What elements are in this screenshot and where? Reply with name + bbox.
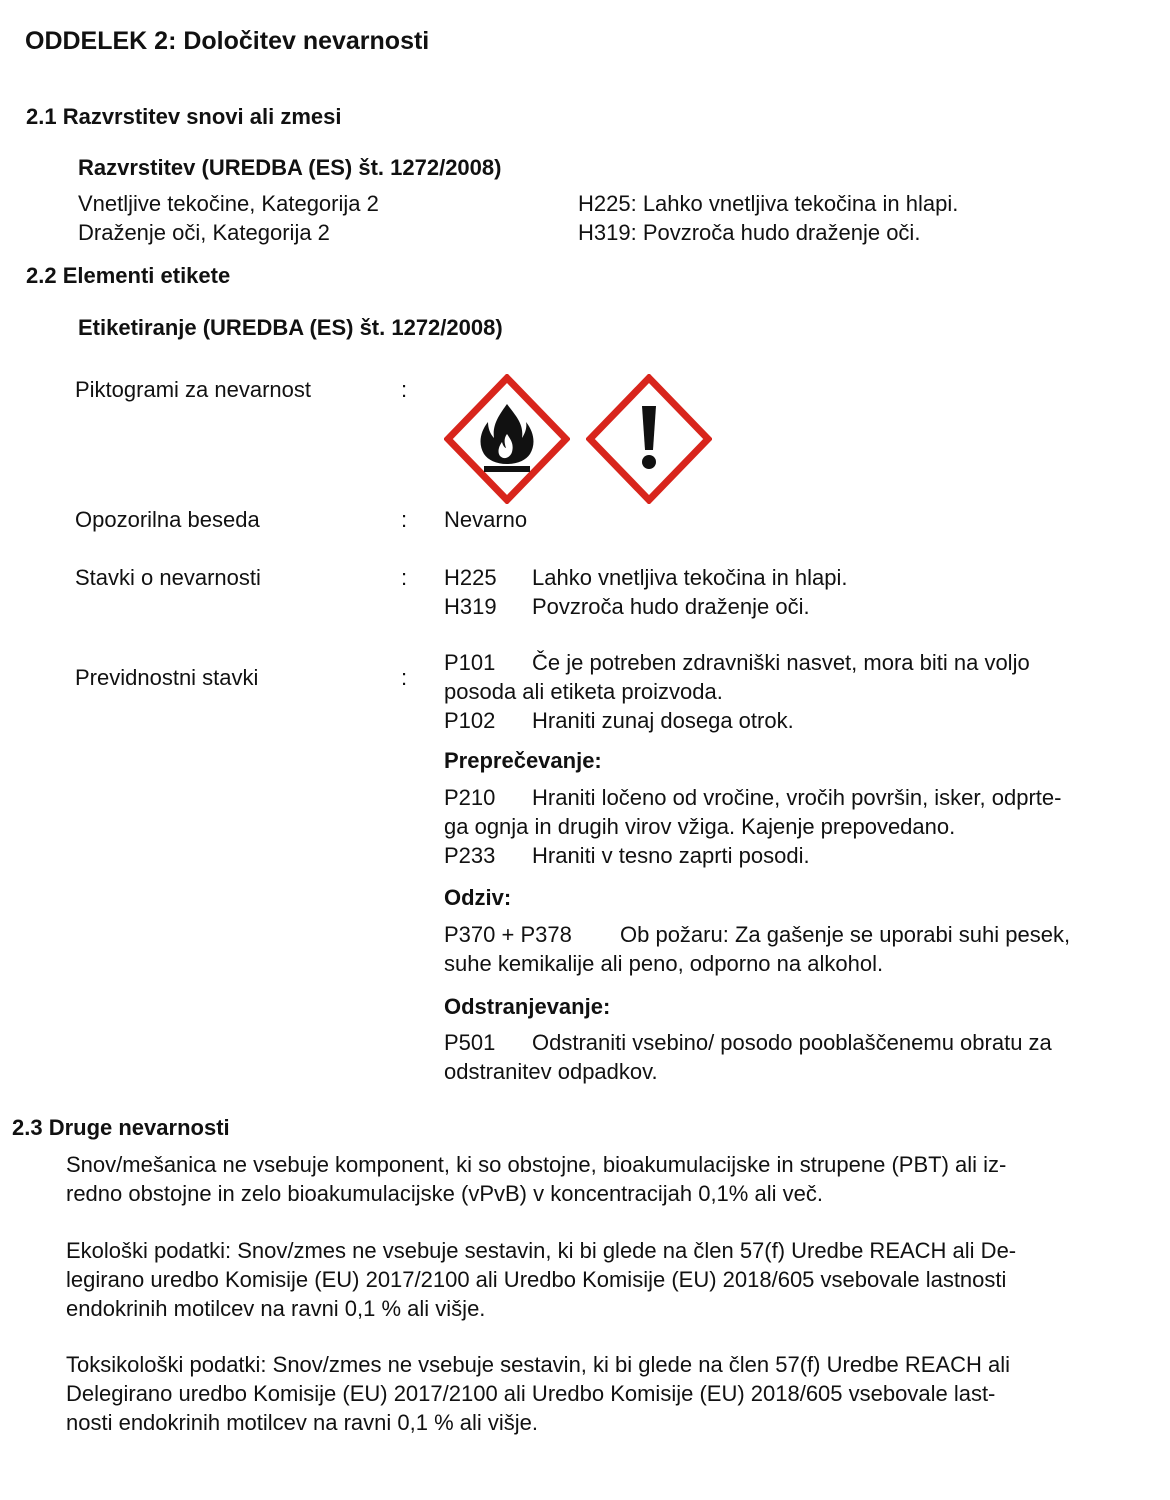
precaution-text: Hraniti zunaj dosega otrok. xyxy=(532,708,794,733)
precaution-code: P501 xyxy=(444,1030,496,1055)
hazard-code: H319 xyxy=(444,594,497,619)
precaution-general xyxy=(444,648,1030,735)
precaution-disposal xyxy=(444,1028,1052,1086)
precaution-code: P101 xyxy=(444,650,496,675)
precaution-code: P210 xyxy=(444,785,496,810)
section-2-2-title: 2.2 Elementi etikete xyxy=(26,263,231,288)
precaution-code: P102 xyxy=(444,708,496,733)
classification-subtitle: Razvrstitev (UREDBA (ES) št. 1272/2008) xyxy=(78,155,502,180)
paragraph-line: Delegirano uredbo Komisije (EU) 2017/2100 ali Uredbo Komisije (EU) 2018/605 vsebovale last- xyxy=(66,1381,996,1406)
signal-word-label: Opozorilna beseda xyxy=(75,507,260,532)
classification-category-2: Draženje oči, Kategorija 2 xyxy=(78,220,330,245)
other-hazards-paragraph-1 xyxy=(66,1150,1006,1208)
hazard-statements-list xyxy=(444,563,848,621)
precaution-text: odstranitev odpadkov. xyxy=(444,1059,658,1084)
precaution-text: Hraniti ločeno od vročine, vročih površin, isker, odprte- xyxy=(532,785,1062,810)
precaution-text: suhe kemikalije ali peno, odporno na alkohol. xyxy=(444,951,884,976)
label-colon: : xyxy=(401,665,408,690)
hazard-text: Povzroča hudo draženje oči. xyxy=(532,594,810,619)
label-colon: : xyxy=(401,565,408,590)
hazard-statement xyxy=(444,592,848,621)
precaution-code: P233 xyxy=(444,843,496,868)
paragraph-line: Toksikološki podatki: Snov/zmes ne vsebuje sestavin, ki bi glede na člen 57(f) Uredbe REACH ali xyxy=(66,1352,1011,1377)
hazard-statement xyxy=(444,563,848,592)
paragraph-line: Ekološki podatki: Snov/zmes ne vsebuje sestavin, ki bi glede na člen 57(f) Uredbe REACH ali De- xyxy=(66,1238,1017,1263)
section-2-3-title: 2.3 Druge nevarnosti xyxy=(12,1115,230,1140)
precaution-text: Če je potreben zdravniški nasvet, mora biti na voljo xyxy=(532,650,1030,675)
precaution-text: ga ognja in drugih virov vžiga. Kajenje prepovedano. xyxy=(444,814,956,839)
paragraph-line: legirano uredbo Komisije (EU) 2017/2100 ali Uredbo Komisije (EU) 2018/605 vsebovale lastnosti xyxy=(66,1267,1007,1292)
label-colon: : xyxy=(401,377,408,402)
pictograms-label: Piktogrami za nevarnost xyxy=(75,377,311,402)
disposal-heading: Odstranjevanje: xyxy=(444,994,611,1019)
hazard-text: Lahko vnetljiva tekočina in hlapi. xyxy=(532,565,848,590)
precaution-text: Hraniti v tesno zaprti posodi. xyxy=(532,843,810,868)
precaution-prevention xyxy=(444,783,1061,870)
classification-category-1: Vnetljive tekočine, Kategorija 2 xyxy=(78,191,379,216)
response-heading: Odziv: xyxy=(444,885,512,910)
hazard-statements-label: Stavki o nevarnosti xyxy=(75,565,261,590)
prevention-heading: Preprečevanje: xyxy=(444,748,602,773)
precaution-text: Ob požaru: Za gašenje se uporabi suhi pesek, xyxy=(620,922,1071,947)
signal-word: Nevarno xyxy=(444,507,528,532)
classification-statement-2: H319: Povzroča hudo draženje oči. xyxy=(578,220,921,245)
hazard-code: H225 xyxy=(444,565,497,590)
classification-statement-1: H225: Lahko vnetljiva tekočina in hlapi. xyxy=(578,191,959,216)
precaution-response xyxy=(444,920,1070,978)
precaution-text: posoda ali etiketa proizvoda. xyxy=(444,679,723,704)
label-colon: : xyxy=(401,507,408,532)
other-hazards-paragraph-2 xyxy=(66,1236,1016,1323)
paragraph-line: redno obstojne in zelo bioakumulacijske (vPvB) v koncentracijah 0,1% ali več. xyxy=(66,1181,823,1206)
precaution-code: P370 + P378 xyxy=(444,922,572,947)
precaution-text: Odstraniti vsebino/ posodo pooblaščenemu obratu za xyxy=(532,1030,1052,1055)
flame-icon xyxy=(444,374,570,504)
section-title: ODDELEK 2: Določitev nevarnosti xyxy=(25,27,430,55)
paragraph-line: Snov/mešanica ne vsebuje komponent, ki so obstojne, bioakumulacijske in strupene (PBT) ali iz- xyxy=(66,1152,1007,1177)
precautionary-statements-label: Previdnostni stavki xyxy=(75,665,259,690)
labelling-subtitle: Etiketiranje (UREDBA (ES) št. 1272/2008) xyxy=(78,315,503,340)
paragraph-line: nosti endokrinih motilcev na ravni 0,1 % ali višje. xyxy=(66,1410,539,1435)
paragraph-line: endokrinih motilcev na ravni 0,1 % ali višje. xyxy=(66,1296,486,1321)
other-hazards-paragraph-3 xyxy=(66,1350,1010,1437)
section-2-1-title: 2.1 Razvrstitev snovi ali zmesi xyxy=(26,104,342,129)
exclamation-mark-icon xyxy=(586,374,712,504)
